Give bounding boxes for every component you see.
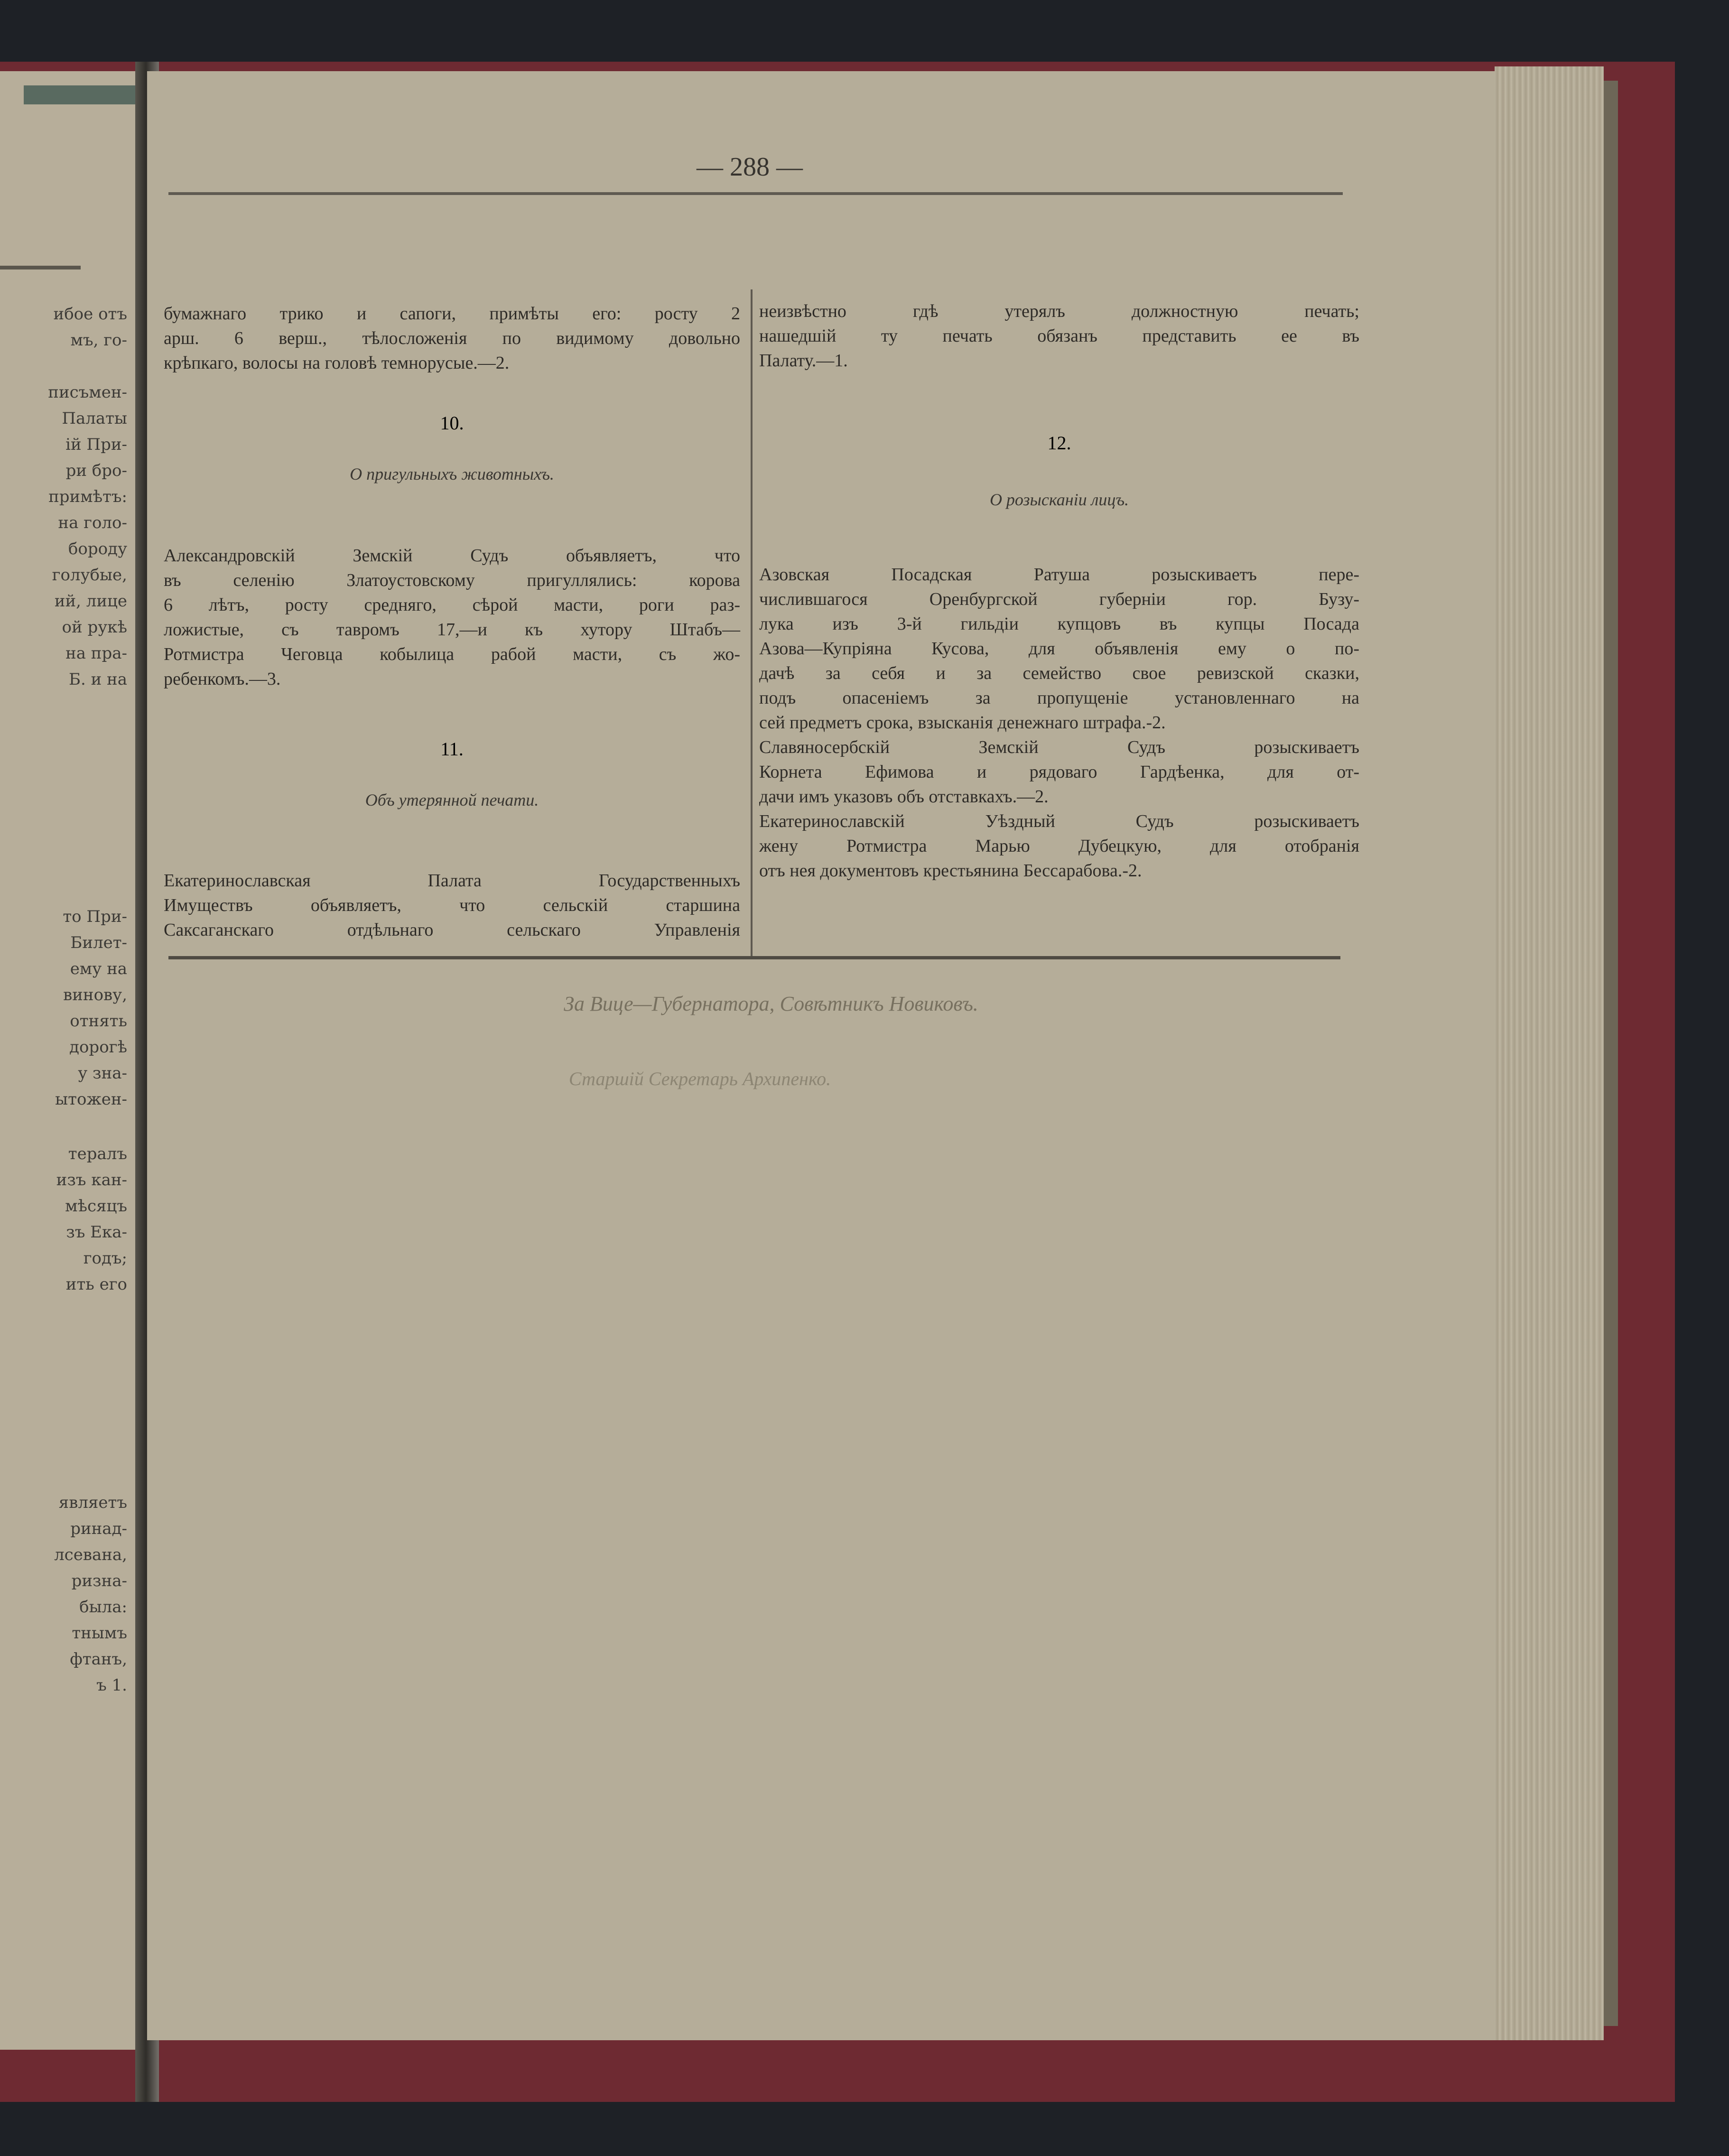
- section-title: О пригульныхъ животныхъ.: [350, 465, 554, 483]
- text-line: бумажнаго трико и сапоги, примѣты его: росту 2: [164, 304, 740, 324]
- text-line: въ селенію Златоустовскому пригуллялись: корова: [164, 570, 740, 590]
- section-10-body: [164, 543, 740, 691]
- text-line: Екатеринославская Палата Государственныхъ: [164, 871, 740, 891]
- left-line: тералъ: [68, 1144, 127, 1163]
- text-line: Корнета Ефимова и рядоваго Гардѣенка, для от-: [759, 762, 1359, 782]
- left-line: Б. и на: [68, 670, 127, 689]
- left-line: у зна-: [78, 1064, 127, 1083]
- signature-vice-governor: За Вице—Губернатора, Совѣтникъ Новиковъ.: [564, 992, 978, 1015]
- text-line: подъ опасеніемъ за пропущеніе установленнаго на: [759, 688, 1359, 708]
- left-line: была:: [79, 1598, 127, 1617]
- left-line: ибое отъ: [53, 305, 127, 324]
- left-line: винову,: [63, 985, 127, 1004]
- left-line: ему на: [70, 959, 127, 978]
- left-line: тнымъ: [72, 1624, 127, 1643]
- page-number: — 288 —: [697, 152, 803, 182]
- text-line: 6 лѣтъ, росту средняго, сѣрой масти, роги раз-: [164, 595, 740, 615]
- left-line: зъ Ека-: [66, 1223, 127, 1242]
- section-11-body: [164, 868, 740, 942]
- left-page: [0, 71, 145, 2050]
- left-line: Палаты: [62, 409, 127, 428]
- text-line: Саксаганскаго отдѣльнаго сельскаго Управленія: [164, 920, 740, 940]
- footer-rule: [168, 956, 1340, 959]
- text-line: Палату.—1.: [759, 351, 848, 371]
- text-line: нашедшій ту печать обязанъ представить ее въ: [759, 326, 1359, 346]
- section-title: Объ утерянной печати.: [365, 790, 539, 809]
- left-line: изъ кан-: [56, 1171, 127, 1190]
- signature-secretary: Старшій Секретарь Архипенко.: [568, 1068, 831, 1089]
- header-rule: [168, 192, 1343, 195]
- page-edges-shadow: [1604, 81, 1618, 2026]
- text-line: лука изъ 3-й гильдіи купцовъ въ купцы Посада: [759, 614, 1359, 634]
- page-edges: [1495, 66, 1604, 2040]
- text-line: отъ нея документовъ крестьянина Бессарабова.-2.: [759, 861, 1142, 881]
- text-line: арш. 6 верш., тѣлосложенія по видимому довольно: [164, 328, 740, 348]
- left-line: ой рукѣ: [62, 618, 127, 637]
- left-line: дорогѣ: [69, 1038, 127, 1057]
- text-line: ребенкомъ.—3.: [164, 669, 281, 689]
- left-line: на голо-: [58, 513, 127, 532]
- text-line: Ротмистра Чеговца кобылица рабой масти, съ жо-: [164, 644, 740, 664]
- left-line: ий, лице: [54, 592, 127, 611]
- text-line: крѣпкаго, волосы на головѣ темнорусые.—2.: [164, 353, 510, 373]
- left-line: мѣсяцъ: [65, 1197, 127, 1216]
- left-line: на пра-: [65, 644, 127, 663]
- text-line: дачи имъ указовъ объ отставкахъ.—2.: [759, 787, 1049, 807]
- bookmark-ribbon: [24, 85, 145, 104]
- left-line: бороду: [68, 539, 127, 558]
- section-title: О розысканіи лицъ.: [989, 490, 1129, 509]
- left-line: ри бро-: [65, 461, 127, 480]
- left-line: ъ 1.: [96, 1676, 127, 1695]
- text-line: числившагося Оренбургской губерніи гор. Бузу-: [759, 589, 1359, 609]
- left-line: ризна-: [71, 1571, 127, 1590]
- text-line: Азова—Купріяна Кусова, для объявленія ему о по-: [759, 639, 1359, 659]
- text-line: неизвѣстно гдѣ утерялъ должностную печать;: [759, 301, 1359, 321]
- text-line: Екатеринославскій Уѣздный Судъ розыскиваетъ: [759, 811, 1359, 831]
- text-line: Имуществъ объявляетъ, что сельскій старшина: [164, 895, 740, 915]
- column-divider: [751, 289, 753, 956]
- section-number: 10.: [440, 412, 464, 434]
- left-line: ить его: [65, 1275, 127, 1294]
- section-number: 11.: [440, 738, 464, 760]
- left-line: ытожен-: [55, 1090, 127, 1109]
- left-line: писъмен-: [48, 383, 127, 402]
- left-column-intro: [164, 301, 740, 375]
- left-line: то При-: [63, 907, 127, 926]
- left-line: голубые,: [52, 566, 127, 585]
- left-line: примѣтъ:: [48, 487, 127, 506]
- left-line: лсевана,: [54, 1545, 127, 1564]
- left-line: ринад-: [70, 1519, 127, 1538]
- text-line: ложистые, съ тавромъ 17,—и къ хутору Штабъ—: [164, 620, 740, 640]
- left-line: Билет-: [70, 933, 127, 952]
- text-line: Азовская Посадская Ратуша розыскиваетъ пере-: [759, 565, 1359, 585]
- text-line: Славяносербскій Земскій Судъ розыскиваетъ: [759, 737, 1359, 757]
- left-line: отнять: [70, 1012, 127, 1031]
- left-line: мъ, го-: [70, 331, 127, 350]
- section-number: 12.: [1047, 432, 1071, 454]
- left-line: ій При-: [65, 435, 127, 454]
- left-line: являетъ: [58, 1493, 127, 1512]
- text-line: дачѣ за себя и за семейство свое ревизской сказки,: [759, 663, 1359, 683]
- text-line: жену Ротмистра Марью Дубецкую, для отобранія: [759, 836, 1359, 856]
- left-page-rule: [0, 266, 81, 270]
- text-line: сей предметъ срока, взысканія денежнаго штрафа.-2.: [759, 713, 1166, 733]
- section-12-body: [759, 562, 1359, 883]
- text-line: Александровскій Земскій Судъ объявляетъ, что: [164, 546, 740, 566]
- left-line: фтанъ,: [70, 1650, 127, 1669]
- left-line: годъ;: [83, 1249, 127, 1268]
- right-column-intro: [759, 299, 1359, 373]
